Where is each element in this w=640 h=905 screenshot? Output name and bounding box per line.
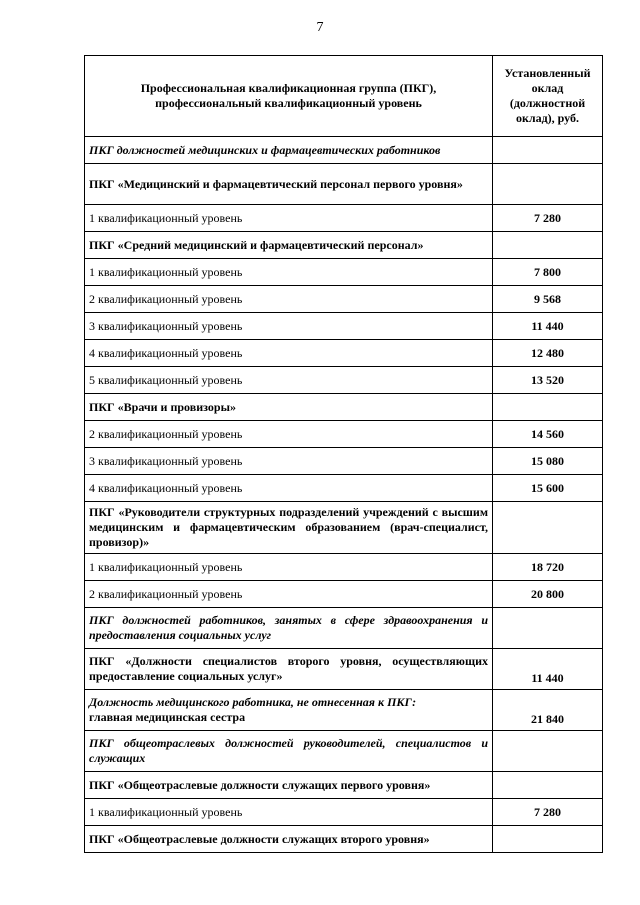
row-salary: 12 480 <box>493 340 603 367</box>
row-salary: 15 600 <box>493 475 603 502</box>
table-row <box>85 340 603 367</box>
table-row <box>85 731 603 772</box>
row-salary <box>493 137 603 164</box>
table-row <box>85 367 603 394</box>
row-label: 4 квалификационный уровень <box>85 475 493 502</box>
row-label: ПКГ общеотраслевых должностей руководителей, специалистов и служащих <box>85 731 493 772</box>
row-label: ПКГ «Средний медицинский и фармацевтический персонал» <box>85 232 493 259</box>
row-label: 2 квалификационный уровень <box>85 421 493 448</box>
row-label: 1 квалификационный уровень <box>85 799 493 826</box>
row-salary: 7 280 <box>493 799 603 826</box>
row-salary <box>493 772 603 799</box>
table-row <box>85 475 603 502</box>
row-salary: 20 800 <box>493 581 603 608</box>
row-label: ПКГ «Должности специалистов второго уровня, осуществляющих предоставление социальных услуг» <box>85 649 493 690</box>
row-label-text: главная медицинская сестра <box>89 710 246 724</box>
row-salary <box>493 608 603 649</box>
table-row <box>85 448 603 475</box>
page-number: 7 <box>316 20 324 35</box>
row-label: ПКГ «Руководители структурных подразделений учреждений с высшим медицинским и фармацевтическим образованием (врач-специалист, провизор)» <box>85 502 493 554</box>
row-salary <box>493 731 603 772</box>
row-salary <box>493 502 603 554</box>
row-label: ПКГ «Общеотраслевые должности служащих первого уровня» <box>85 772 493 799</box>
table-row <box>85 394 603 421</box>
header-group-level: Профессиональная квалификационная группа (ПКГ), профессиональный квалификационный уровень <box>85 56 493 137</box>
table-row <box>85 137 603 164</box>
row-label: 2 квалификационный уровень <box>85 286 493 313</box>
salary-table <box>84 55 603 853</box>
table-body <box>85 137 603 853</box>
table-row <box>85 649 603 690</box>
row-salary: 15 080 <box>493 448 603 475</box>
header-salary: Установленный оклад (должностной оклад), руб. <box>493 56 603 137</box>
row-label: 1 квалификационный уровень <box>85 205 493 232</box>
row-salary <box>493 826 603 853</box>
row-label: ПКГ «Врачи и провизоры» <box>85 394 493 421</box>
table-row <box>85 313 603 340</box>
row-label: 5 квалификационный уровень <box>85 367 493 394</box>
table-row <box>85 286 603 313</box>
row-label: ПКГ «Общеотраслевые должности служащих второго уровня» <box>85 826 493 853</box>
row-salary: 18 720 <box>493 554 603 581</box>
table-row <box>85 554 603 581</box>
row-label: 1 квалификационный уровень <box>85 259 493 286</box>
row-label-italic: Должность медицинского работника, не отнесенная к ПКГ: <box>89 695 417 709</box>
table-row <box>85 826 603 853</box>
table-row <box>85 259 603 286</box>
table-row <box>85 690 603 731</box>
row-salary: 7 280 <box>493 205 603 232</box>
row-label: 1 квалификационный уровень <box>85 554 493 581</box>
row-label: ПКГ должностей медицинских и фармацевтических работников <box>85 137 493 164</box>
row-salary: 21 840 <box>493 690 603 731</box>
row-salary: 11 440 <box>493 313 603 340</box>
table-row <box>85 421 603 448</box>
row-label: 2 квалификационный уровень <box>85 581 493 608</box>
row-salary: 7 800 <box>493 259 603 286</box>
table-row <box>85 772 603 799</box>
row-salary: 11 440 <box>493 649 603 690</box>
row-salary: 13 520 <box>493 367 603 394</box>
table-row <box>85 164 603 205</box>
table-row <box>85 581 603 608</box>
row-salary: 14 560 <box>493 421 603 448</box>
table-row <box>85 799 603 826</box>
table-header-row <box>85 56 603 137</box>
row-label <box>85 690 493 731</box>
row-salary <box>493 232 603 259</box>
table-row <box>85 502 603 554</box>
row-salary <box>493 164 603 205</box>
table-row <box>85 608 603 649</box>
row-label: 4 квалификационный уровень <box>85 340 493 367</box>
row-salary: 9 568 <box>493 286 603 313</box>
row-label: ПКГ «Медицинский и фармацевтический персонал первого уровня» <box>85 164 493 205</box>
row-label: ПКГ должностей работников, занятых в сфере здравоохранения и предоставления социальных услуг <box>85 608 493 649</box>
row-label: 3 квалификационный уровень <box>85 448 493 475</box>
table-row <box>85 205 603 232</box>
row-salary <box>493 394 603 421</box>
row-label: 3 квалификационный уровень <box>85 313 493 340</box>
table-row <box>85 232 603 259</box>
